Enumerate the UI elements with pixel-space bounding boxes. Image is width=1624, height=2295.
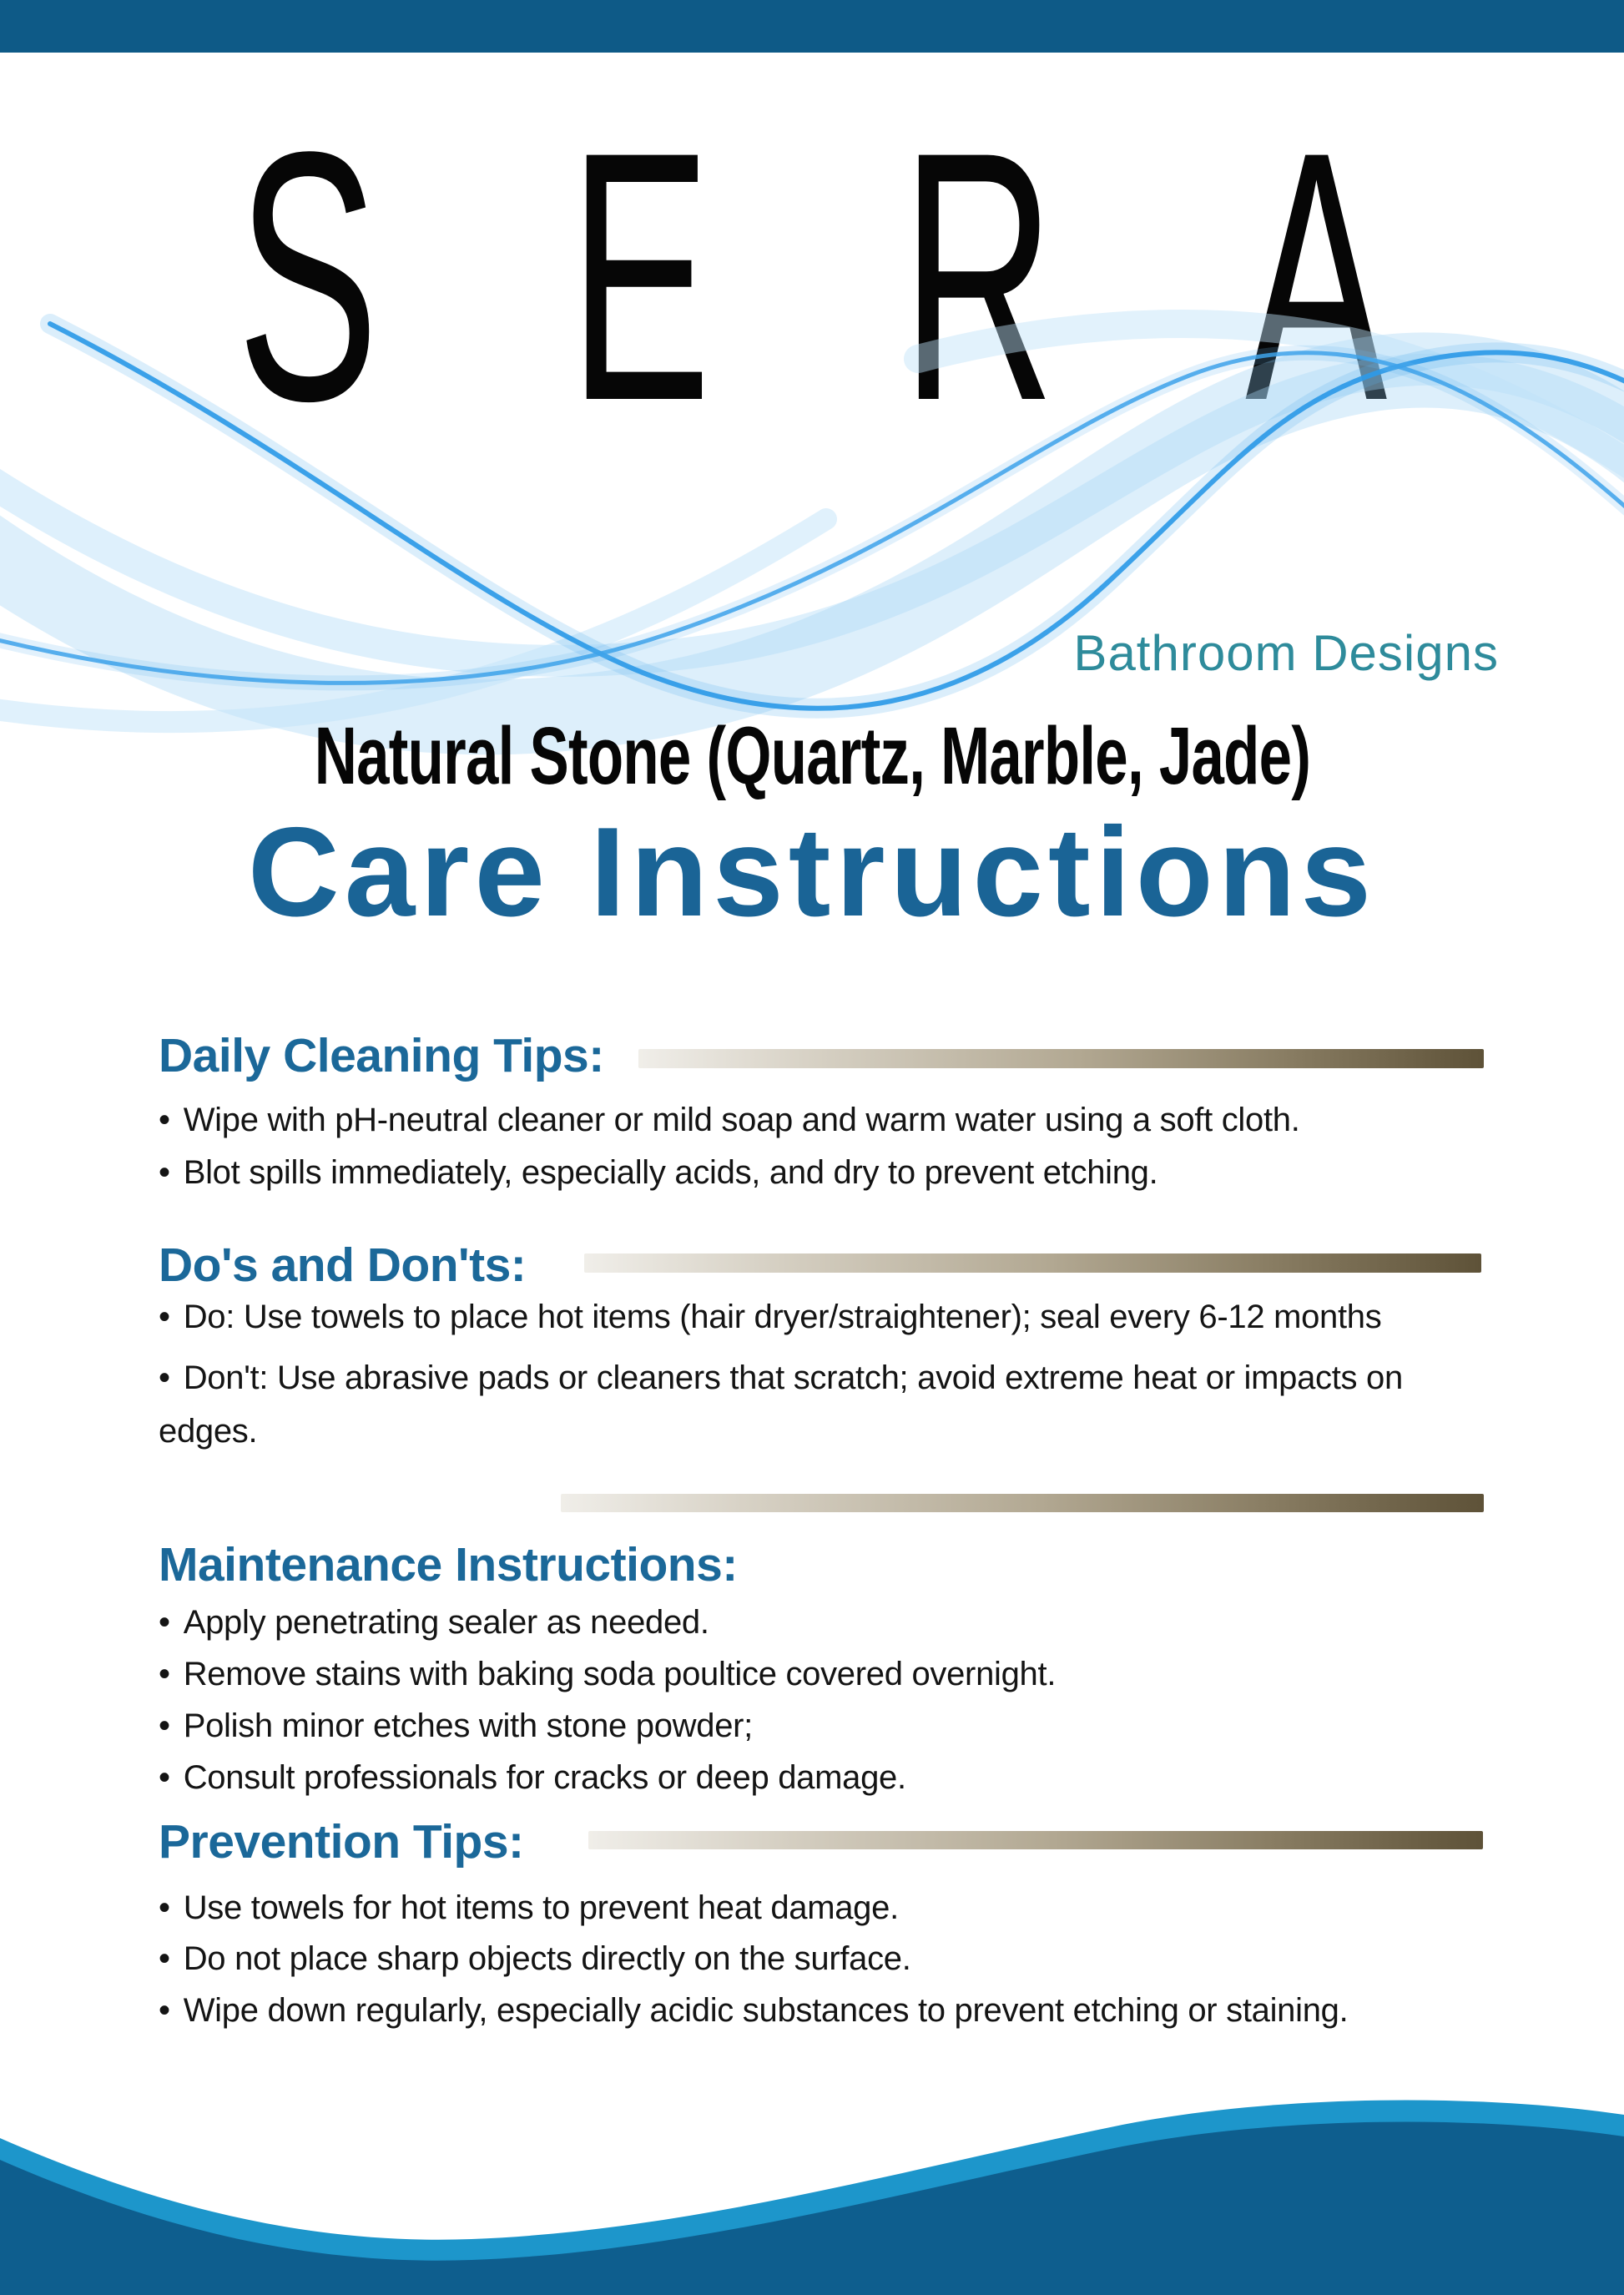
section-heading-maintenance: Maintenance Instructions: — [159, 1538, 738, 1591]
bullet-item: • Don't: Use abrasive pads or cleaners that scratch; avoid extreme heat or impacts on edges. — [159, 1351, 1460, 1458]
bullet-item: • Use towels for hot items to prevent heat damage. — [159, 1889, 899, 1927]
page-title: Care Instructions — [247, 801, 1377, 943]
section-heading-dos-donts: Do's and Don'ts: — [159, 1238, 527, 1292]
bullet-item: • Consult professionals for cracks or deep damage. — [159, 1759, 906, 1797]
brand-tagline: Bathroom Designs — [1073, 625, 1499, 681]
section-heading-daily-cleaning: Daily Cleaning Tips: — [159, 1029, 604, 1082]
footer-wave-graphic — [0, 2036, 1624, 2295]
standalone-divider-bar — [561, 1494, 1484, 1512]
section-heading-prevention: Prevention Tips: — [159, 1815, 524, 1869]
bullet-item: • Wipe down regularly, especially acidic substances to prevent etching or staining. — [159, 1992, 1348, 2030]
bullet-item: • Apply penetrating sealer as needed. — [159, 1604, 709, 1642]
section-divider-bar — [584, 1253, 1481, 1273]
section-divider-bar — [638, 1049, 1484, 1068]
bullet-item: • Do not place sharp objects directly on the surface. — [159, 1940, 911, 1978]
product-subtitle: Natural Stone (Quartz, Marble, Jade) — [314, 710, 1310, 801]
brand-logo: SERA — [236, 78, 1578, 475]
section-divider-bar — [588, 1831, 1483, 1849]
brand-logo-group — [237, 79, 1577, 475]
bullet-item: • Remove stains with baking soda poultice covered overnight. — [159, 1656, 1056, 1693]
product-subtitle-row — [0, 709, 1624, 803]
bullet-item: • Do: Use towels to place hot items (hair dryer/straightener); seal every 6-12 months — [159, 1299, 1381, 1336]
bullet-item: • Wipe with pH-neutral cleaner or mild soap and warm water using a soft cloth. — [159, 1102, 1300, 1139]
bullet-item: • Polish minor etches with stone powder; — [159, 1707, 753, 1745]
bullet-item: • Blot spills immediately, especially acids, and dry to prevent etching. — [159, 1154, 1157, 1192]
